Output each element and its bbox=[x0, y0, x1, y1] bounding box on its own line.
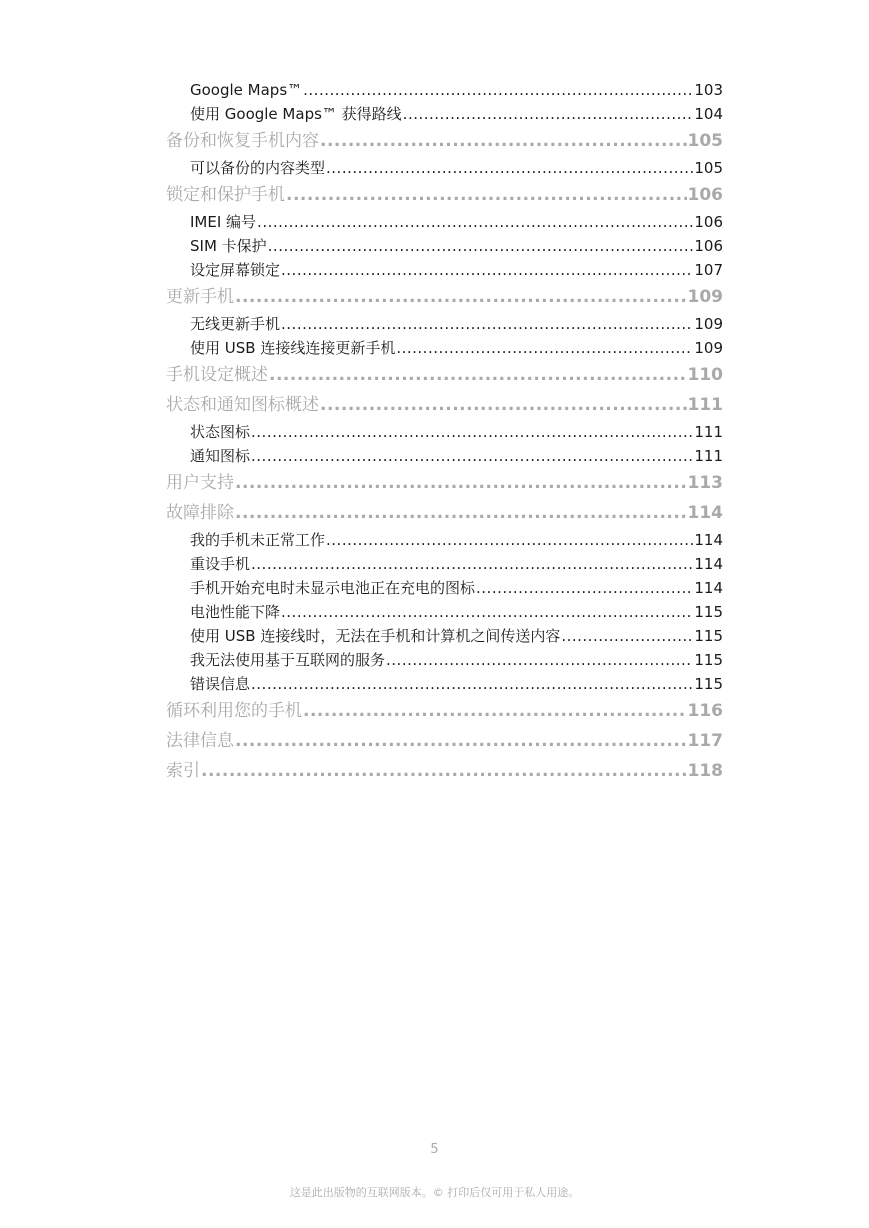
toc-entry-title: 使用 Google Maps™ 获得路线 bbox=[190, 105, 402, 123]
toc-page-number: 110 bbox=[687, 365, 723, 385]
toc-section-title: 备份和恢复手机内容 bbox=[166, 131, 319, 151]
toc-page-number: 117 bbox=[687, 731, 723, 751]
toc-page-number: 116 bbox=[687, 701, 723, 721]
toc-page-number: 109 bbox=[687, 287, 723, 307]
toc-page-number: 118 bbox=[687, 761, 723, 781]
toc-section-title: 用户支持 bbox=[166, 473, 234, 493]
toc-entry-title: 使用 USB 连接线时，无法在手机和计算机之间传送内容 bbox=[190, 627, 561, 645]
toc-page-number: 105 bbox=[687, 131, 723, 151]
toc-page-number: 111 bbox=[694, 447, 723, 465]
toc-entry-title: 错误信息 bbox=[190, 675, 251, 693]
toc-entry-title: 状态图标 bbox=[190, 423, 251, 441]
toc-section-user-support[interactable] bbox=[166, 468, 723, 498]
toc-entry-status-icons[interactable] bbox=[190, 420, 723, 444]
toc-entry-title: 我无法使用基于互联网的服务 bbox=[190, 651, 386, 669]
footer-note: 这是此出版物的互联网版本。© 打印后仅可用于私人用途。 bbox=[289, 1186, 580, 1199]
toc-entry-title: IMEI 编号 bbox=[190, 213, 257, 231]
toc-leader-dots bbox=[269, 360, 687, 390]
toc-entry-internet-services[interactable] bbox=[190, 648, 723, 672]
toc-leader-dots bbox=[281, 258, 693, 282]
toc-entry-title: Google Maps™ bbox=[190, 81, 303, 99]
toc-page-number: 106 bbox=[694, 213, 723, 231]
toc-page-number: 114 bbox=[687, 503, 723, 523]
toc-page-number: 115 bbox=[694, 675, 723, 693]
toc-leader-dots bbox=[235, 468, 687, 498]
toc-entry-title: 手机开始充电时未显示电池正在充电的图标 bbox=[190, 579, 476, 597]
toc-leader-dots bbox=[281, 312, 693, 336]
toc-section-title: 法律信息 bbox=[166, 731, 234, 751]
toc-entry-title: 可以备份的内容类型 bbox=[190, 159, 326, 177]
toc-leader-dots bbox=[326, 528, 693, 552]
toc-entry-notification-icons[interactable] bbox=[190, 444, 723, 468]
toc-page-number: 109 bbox=[694, 315, 723, 333]
toc-section-title: 状态和通知图标概述 bbox=[166, 395, 319, 415]
toc-leader-dots bbox=[386, 648, 693, 672]
toc-entry-reset-phone[interactable] bbox=[190, 552, 723, 576]
toc-section-title: 更新手机 bbox=[166, 287, 234, 307]
toc-entry-error-messages[interactable] bbox=[190, 672, 723, 696]
toc-section-index[interactable] bbox=[166, 756, 723, 786]
toc-entry-google-maps-directions[interactable] bbox=[190, 102, 723, 126]
toc-section-settings-overview[interactable] bbox=[166, 360, 723, 390]
toc-leader-dots bbox=[251, 672, 693, 696]
toc-entry-title: 设定屏幕锁定 bbox=[190, 261, 281, 279]
toc-entry-charging-icon-missing[interactable] bbox=[190, 576, 723, 600]
toc-page-number: 115 bbox=[694, 603, 723, 621]
toc-page-number: 115 bbox=[694, 651, 723, 669]
toc-leader-dots bbox=[561, 624, 693, 648]
toc-leader-dots bbox=[201, 756, 687, 786]
toc-entry-google-maps[interactable] bbox=[190, 78, 723, 102]
toc-page-number: 104 bbox=[694, 105, 723, 123]
toc-section-title: 锁定和保护手机 bbox=[166, 185, 285, 205]
toc-leader-dots bbox=[320, 390, 687, 420]
toc-section-icons-overview[interactable] bbox=[166, 390, 723, 420]
toc-page-number: 107 bbox=[694, 261, 723, 279]
toc-leader-dots bbox=[476, 576, 693, 600]
toc-page-number: 115 bbox=[694, 627, 723, 645]
toc-page-number: 114 bbox=[694, 579, 723, 597]
page-number: 5 bbox=[430, 1142, 439, 1157]
toc-leader-dots bbox=[251, 444, 693, 468]
toc-leader-dots bbox=[281, 600, 693, 624]
toc-leader-dots bbox=[251, 420, 693, 444]
toc-leader-dots bbox=[235, 282, 687, 312]
toc-page-number: 103 bbox=[694, 81, 723, 99]
toc-entry-backup-content-types[interactable] bbox=[190, 156, 723, 180]
toc-leader-dots bbox=[257, 210, 693, 234]
toc-section-title: 故障排除 bbox=[166, 503, 234, 523]
toc-entry-title: 使用 USB 连接线连接更新手机 bbox=[190, 339, 396, 357]
toc-leader-dots bbox=[320, 126, 687, 156]
table-of-contents bbox=[166, 78, 723, 786]
toc-leader-dots bbox=[326, 156, 693, 180]
toc-page-number: 109 bbox=[694, 339, 723, 357]
toc-leader-dots bbox=[235, 726, 687, 756]
toc-page-number: 111 bbox=[687, 395, 723, 415]
toc-entry-usb-transfer-failure[interactable] bbox=[190, 624, 723, 648]
toc-section-update-phone[interactable] bbox=[166, 282, 723, 312]
toc-entry-imei[interactable] bbox=[190, 210, 723, 234]
toc-section-title: 手机设定概述 bbox=[166, 365, 268, 385]
toc-section-backup-restore[interactable] bbox=[166, 126, 723, 156]
toc-page-number: 106 bbox=[687, 185, 723, 205]
toc-entry-title: SIM 卡保护 bbox=[190, 237, 267, 255]
toc-leader-dots bbox=[403, 102, 694, 126]
toc-page-number: 114 bbox=[694, 555, 723, 573]
toc-entry-title: 无线更新手机 bbox=[190, 315, 281, 333]
toc-leader-dots bbox=[303, 696, 687, 726]
toc-section-title: 索引 bbox=[166, 761, 200, 781]
toc-entry-phone-not-working[interactable] bbox=[190, 528, 723, 552]
toc-entry-screen-lock[interactable] bbox=[190, 258, 723, 282]
toc-leader-dots bbox=[303, 78, 693, 102]
toc-entry-battery-performance[interactable] bbox=[190, 600, 723, 624]
toc-section-title: 循环利用您的手机 bbox=[166, 701, 302, 721]
toc-entry-wireless-update[interactable] bbox=[190, 312, 723, 336]
toc-entry-title: 我的手机未正常工作 bbox=[190, 531, 326, 549]
toc-section-troubleshooting[interactable] bbox=[166, 498, 723, 528]
toc-leader-dots bbox=[235, 498, 687, 528]
toc-leader-dots bbox=[251, 552, 693, 576]
toc-page-number: 111 bbox=[694, 423, 723, 441]
toc-page-number: 114 bbox=[694, 531, 723, 549]
toc-section-lock-protect[interactable] bbox=[166, 180, 723, 210]
toc-leader-dots bbox=[396, 336, 693, 360]
toc-entry-usb-update[interactable] bbox=[190, 336, 723, 360]
toc-leader-dots bbox=[268, 234, 694, 258]
toc-entry-sim-protection[interactable] bbox=[190, 234, 723, 258]
toc-entry-title: 通知图标 bbox=[190, 447, 251, 465]
toc-page-number: 106 bbox=[694, 237, 723, 255]
toc-section-legal-info[interactable] bbox=[166, 726, 723, 756]
toc-page-number: 113 bbox=[687, 473, 723, 493]
toc-leader-dots bbox=[286, 180, 687, 210]
toc-entry-title: 电池性能下降 bbox=[190, 603, 281, 621]
toc-entry-title: 重设手机 bbox=[190, 555, 251, 573]
toc-section-recycle-phone[interactable] bbox=[166, 696, 723, 726]
toc-page-number: 105 bbox=[694, 159, 723, 177]
